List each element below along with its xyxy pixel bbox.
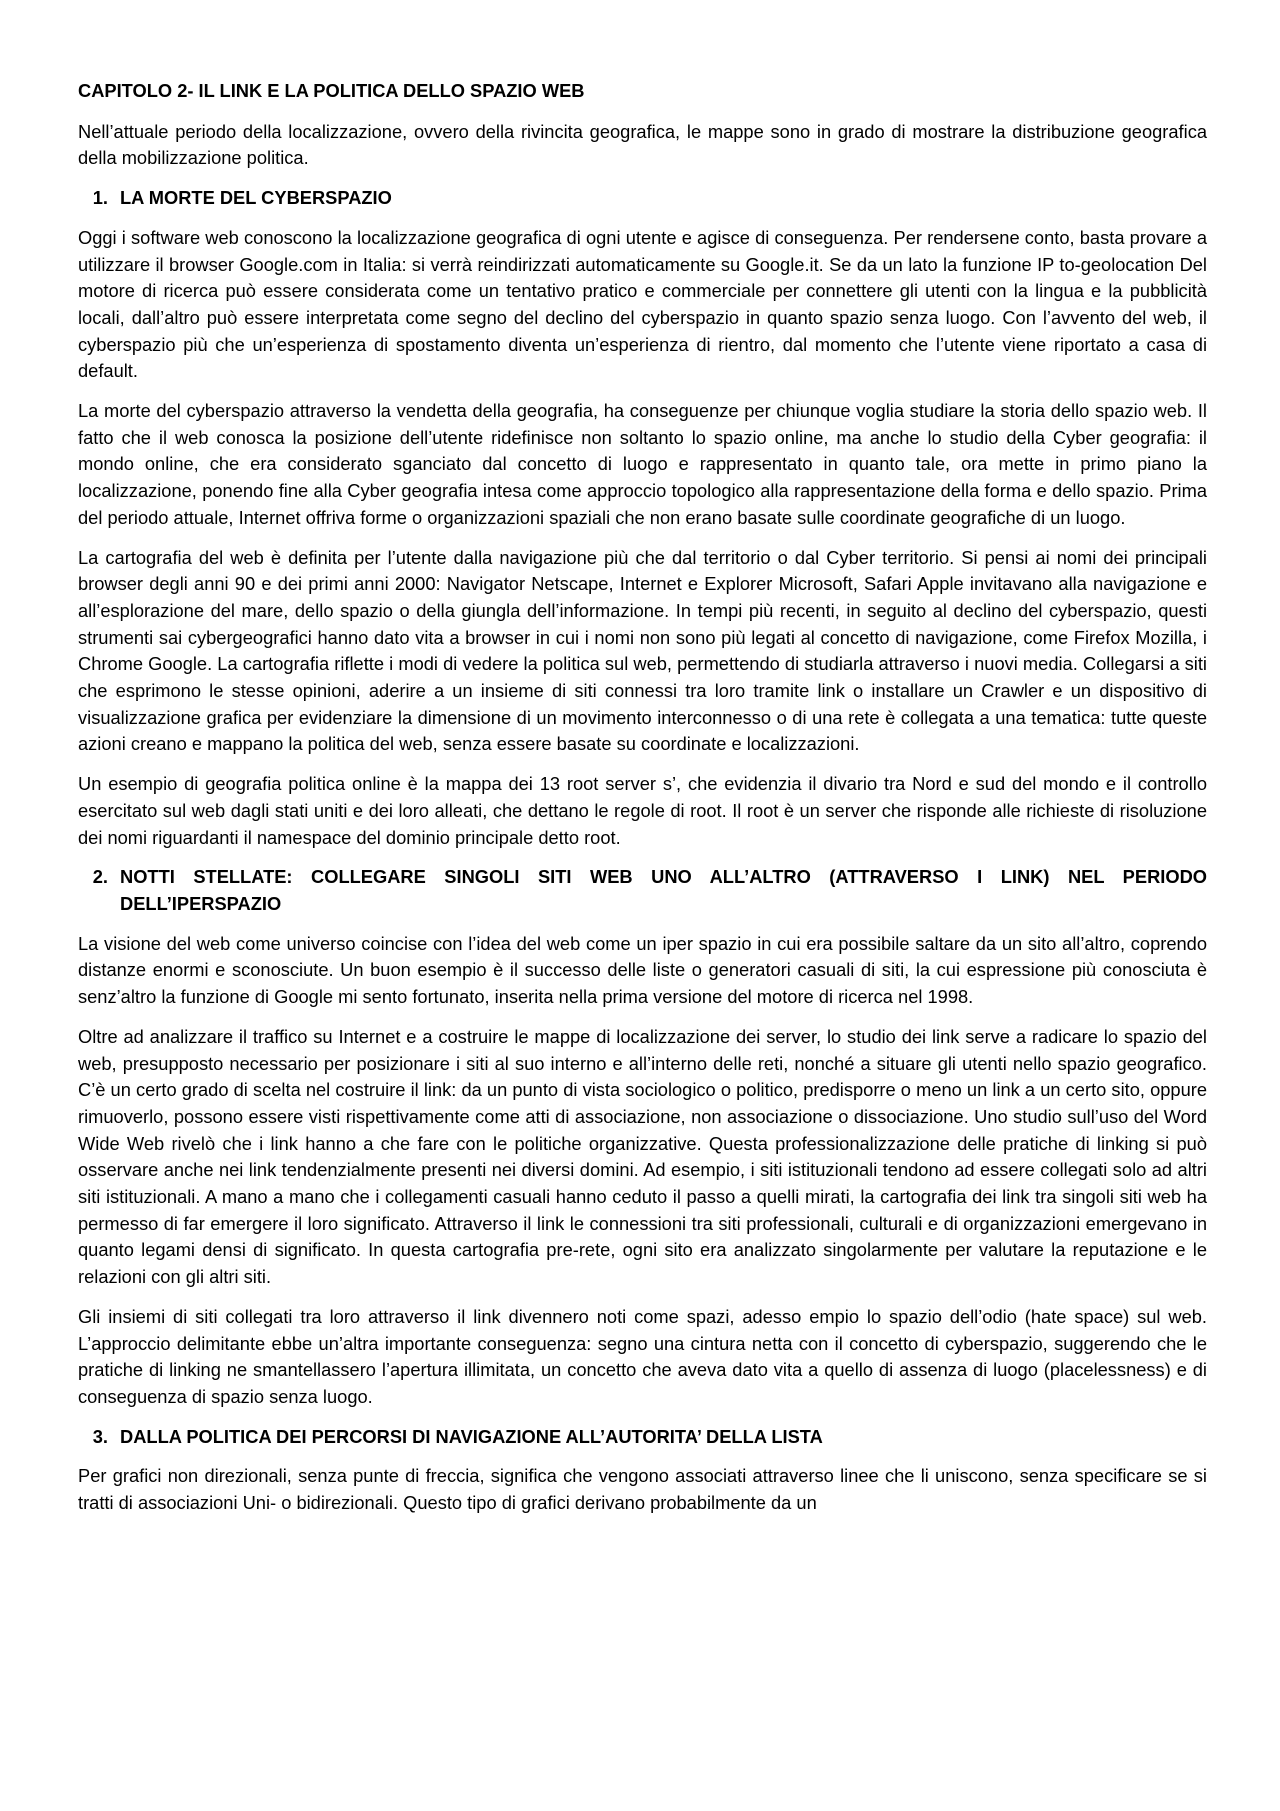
section-title: LA MORTE DEL CYBERSPAZIO bbox=[120, 187, 392, 209]
paragraph: Per grafici non direzionali, senza punte di freccia, significa che vengono associati attraverso linee che li uniscono, senza specificare se si tratti di associazioni Uni- o bidirezionali. Questo tipo di grafici derivano probabilmente da un bbox=[78, 1465, 1207, 1514]
document-page bbox=[78, 78, 1207, 1530]
section-title: DALLA POLITICA DEI PERCORSI DI NAVIGAZIONE ALL’AUTORITA’ DELLA LISTA bbox=[120, 1425, 823, 1447]
section-number: 3. bbox=[92, 1425, 108, 1447]
section-title: NOTTI STELLATE: COLLEGARE SINGOLI SITI WEB UNO ALL’ALTRO (ATTRAVERSO I LINK) NEL PERIODO DELL’IPERSPAZIO bbox=[120, 866, 1207, 914]
paragraph: La cartografia del web è definita per l’utente dalla navigazione più che dal territorio o dal Cyber territorio. Si pensi ai nomi dei principali browser degli anni 90 e dei primi anni 2000: Navigator Netscape, Internet e Explorer Microsoft, Safari Apple invitavano alla navigazione e all’esplorazione del mare, dello spazio o della giungla dell’informazione. In tempi più recenti, in seguito al declino del cyberspazio, questi strumenti sai cybergeografici hanno dato vita a browser in cui i nomi non sono più legati al concetto di navigazione, come Firefox Mozilla, i Chrome Google. La cartografia riflette i modi di vedere la politica sul web, permettendo di studiarla attraverso i nuovi media. Collegarsi a siti che esprimono le stesse opinioni, aderire a un insieme di siti connessi tra loro tramite link o installare un Crawler e un dispositivo di visualizzazione grafica per evidenziare la dimensione di un movimento interconnesso o di una rete è collegata a una tematica: tutte queste azioni creano e mappano la politica del web, senza essere basate su coordinate e localizzazioni. bbox=[78, 546, 1207, 755]
chapter-title: CAPITOLO 2- IL LINK E LA POLITICA DELLO SPAZIO WEB bbox=[78, 80, 585, 101]
paragraph: Oltre ad analizzare il traffico su Internet e a costruire le mappe di localizzazione dei server, lo studio dei link serve a radicare lo spazio del web, presupposto necessario per posizionare i siti al suo interno e all’interno delle reti, nonché a situare gli utenti nello spazio geografico. C’è un certo grado di scelta nel costruire il link: da un punto di vista sociologico o politico, predisporre o meno un link a un certo sito, oppure rimuoverlo, possono essere visti rispettivamente come atti di associazione, non associazione o dissociazione. Uno studio sull’uso del Word Wide Web rivelò che i link hanno a che fare con le politiche organizzative. Questa professionalizzazione delle pratiche di linking si può osservare anche nei link tendenzialmente presenti nei diversi domini. Ad esempio, i siti istituzionali tendono ad essere collegati solo ad altri siti istituzionali. A mano a mano che i collegamenti casuali hanno ceduto il passo a quelli mirati, la cartografia dei link tra singoli siti web ha permesso di far emergere il loro significato. Attraverso il link le connessioni tra siti professionali, culturali e di organizzazioni emergevano in quanto legami densi di significato. In questa cartografia pre-rete, ogni sito era analizzato singolarmente per valutare la reputazione e le relazioni con gli altri siti. bbox=[78, 1025, 1207, 1288]
section-heading bbox=[78, 1424, 1207, 1451]
paragraph: Oggi i software web conoscono la localizzazione geografica di ogni utente e agisce di conseguenza. Per rendersene conto, basta provare a utilizzare il browser Google.com in Italia: si verrà reindirizzati automaticamente su Google.it. Se da un lato la funzione IP to-geolocation Del motore di ricerca può essere considerata come un tentativo pratico e commerciale per connettere gli utenti con la lingua e la pubblicità locali, dall’altro può essere interpretata come segno del declino del cyberspazio in quanto spazio senza luogo. Con l’avvento del web, il cyberspazio più che un’esperienza di spostamento diventa un’esperienza di rientro, dal momento che l’utente viene riportato a casa di default. bbox=[78, 226, 1207, 382]
paragraph: Un esempio di geografia politica online è la mappa dei 13 root server s’, che evidenzia il divario tra Nord e sud del mondo e il controllo esercitato sul web dagli stati uniti e dei loro alleati, che dettano le regole di root. Il root è un server che risponde alle richieste di risoluzione dei nomi riguardanti il namespace del dominio principale detto root. bbox=[78, 773, 1207, 848]
paragraph: Gli insiemi di siti collegati tra loro attraverso il link divennero noti come spazi, adesso empio lo spazio dell’odio (hate space) sul web. L’approccio delimitante ebbe un’altra importante conseguenza: segno una cintura netta con il concetto di cyberspazio, suggerendo che le pratiche di linking ne smantellassero l’apertura illimitata, un concetto che aveva dato vita a quello di assenza di luogo (placelessness) e di conseguenza di spazio senza luogo. bbox=[78, 1305, 1207, 1407]
intro-paragraph: Nell’attuale periodo della localizzazione, ovvero della rivincita geografica, le mappe sono in grado di mostrare la distribuzione geografica della mobilizzazione politica. bbox=[78, 120, 1207, 169]
section-heading bbox=[78, 864, 1207, 917]
section-number: 2. bbox=[92, 866, 108, 888]
paragraph: La morte del cyberspazio attraverso la vendetta della geografia, ha conseguenze per chiunque voglia studiare la storia dello spazio web. Il fatto che il web conosca la posizione dell’utente ridefinisce non soltanto lo spazio online, ma anche lo studio della Cyber geografia: il mondo online, che era considerato sganciato dal concetto di luogo e rappresentato in quanto tale, ora mette in primo piano la localizzazione, ponendo fine alla Cyber geografia intesa come approccio topologico alla rappresentazione della forma e dello spazio. Prima del periodo attuale, Internet offriva forme o organizzazioni spaziali che non erano basate sulle coordinate geografiche di un luogo. bbox=[78, 400, 1207, 528]
section-number: 1. bbox=[92, 187, 108, 209]
paragraph: La visione del web come universo coincise con l’idea del web come un iper spazio in cui era possibile saltare da un sito all’altro, coprendo distanze enormi e sconosciute. Un buon esempio è il successo delle liste o generatori casuali di siti, la cui espressione più conosciuta è senz’altro la funzione di Google mi sento fortunato, inserita nella prima versione del motore di ricerca nel 1998. bbox=[78, 932, 1207, 1008]
section-heading bbox=[78, 185, 1207, 212]
